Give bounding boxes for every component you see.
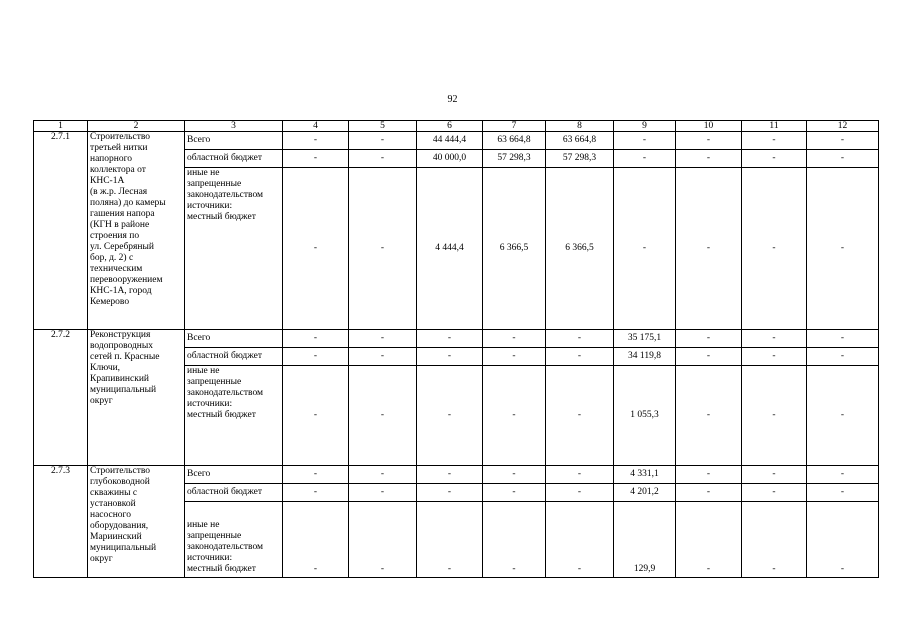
value-cell: - [349, 366, 417, 466]
funding-source: иные не запрещенные законодательством источники: местный бюджет [185, 502, 283, 578]
value-cell: - [742, 484, 807, 502]
row-code: 2.7.2 [34, 330, 88, 466]
funding-source: иные не запрещенные законодательством источники: местный бюджет [185, 366, 283, 466]
funding-source: областной бюджет [185, 348, 283, 366]
value-cell: - [676, 150, 742, 168]
value-cell: - [349, 348, 417, 366]
value-cell: - [807, 366, 879, 466]
funding-source: иные не запрещенные законодательством источники: местный бюджет [185, 168, 283, 330]
column-header: 12 [807, 121, 879, 132]
column-header: 8 [546, 121, 614, 132]
value-cell: 57 298,3 [483, 150, 546, 168]
column-header: 4 [283, 121, 349, 132]
value-cell: - [742, 132, 807, 150]
value-cell: - [546, 502, 614, 578]
funding-source: Всего [185, 330, 283, 348]
value-cell: 4 331,1 [614, 466, 676, 484]
column-header: 9 [614, 121, 676, 132]
value-cell: - [283, 466, 349, 484]
value-cell: - [349, 502, 417, 578]
value-cell: - [546, 484, 614, 502]
value-cell: - [546, 366, 614, 466]
value-cell: 4 201,2 [614, 484, 676, 502]
value-cell: - [483, 348, 546, 366]
value-cell: - [742, 348, 807, 366]
funding-source: областной бюджет [185, 150, 283, 168]
value-cell: - [349, 168, 417, 330]
value-cell: - [742, 168, 807, 330]
value-cell: - [283, 132, 349, 150]
row-code: 2.7.1 [34, 132, 88, 330]
table-row [34, 330, 879, 348]
value-cell: 6 366,5 [546, 168, 614, 330]
value-cell: - [349, 132, 417, 150]
value-cell: - [676, 168, 742, 330]
table-row [34, 466, 879, 484]
value-cell: - [807, 348, 879, 366]
funding-source: Всего [185, 132, 283, 150]
value-cell: 1 055,3 [614, 366, 676, 466]
value-cell: - [417, 484, 483, 502]
value-cell: - [283, 502, 349, 578]
value-cell: - [349, 150, 417, 168]
value-cell: - [676, 366, 742, 466]
value-cell: - [483, 484, 546, 502]
funding-source: Всего [185, 466, 283, 484]
value-cell: - [349, 484, 417, 502]
column-header: 5 [349, 121, 417, 132]
value-cell: - [676, 466, 742, 484]
funding-source: областной бюджет [185, 484, 283, 502]
value-cell: - [742, 366, 807, 466]
column-header: 11 [742, 121, 807, 132]
value-cell: - [483, 366, 546, 466]
object-name: Строительство третьей нитки напорного коллектора от КНС-1А (в ж.р. Лесная поляна) до камеры гашения напора (КГН в районе строения по ул. Серебряный бор, д. 2) с техническим перевооружением КНС-1А, город Кемерово [88, 132, 185, 330]
value-cell: - [807, 330, 879, 348]
value-cell: - [807, 484, 879, 502]
value-cell: 57 298,3 [546, 150, 614, 168]
object-name: Строительство глубоководной скважины с установкой насосного оборудования, Мариинский муниципальный округ [88, 466, 185, 578]
value-cell: - [546, 466, 614, 484]
value-cell: 35 175,1 [614, 330, 676, 348]
value-cell: - [807, 502, 879, 578]
value-cell: - [742, 502, 807, 578]
value-cell: 4 444,4 [417, 168, 483, 330]
value-cell: - [807, 466, 879, 484]
value-cell: - [546, 330, 614, 348]
value-cell: 44 444,4 [417, 132, 483, 150]
value-cell: - [742, 466, 807, 484]
value-cell: 6 366,5 [483, 168, 546, 330]
value-cell: - [807, 168, 879, 330]
value-cell: - [349, 330, 417, 348]
value-cell: - [676, 132, 742, 150]
value-cell: - [417, 366, 483, 466]
value-cell: - [417, 502, 483, 578]
value-cell: 63 664,8 [546, 132, 614, 150]
value-cell: - [283, 484, 349, 502]
value-cell: - [614, 168, 676, 330]
table-row [34, 132, 879, 150]
value-cell: - [283, 366, 349, 466]
value-cell: 40 000,0 [417, 150, 483, 168]
value-cell: 63 664,8 [483, 132, 546, 150]
value-cell: - [483, 330, 546, 348]
value-cell: - [807, 132, 879, 150]
value-cell: - [283, 348, 349, 366]
value-cell: 34 119,8 [614, 348, 676, 366]
value-cell: - [546, 348, 614, 366]
budget-table [33, 120, 879, 578]
value-cell: - [283, 168, 349, 330]
value-cell: - [614, 132, 676, 150]
column-header: 1 [34, 121, 88, 132]
value-cell: - [417, 348, 483, 366]
value-cell: - [742, 330, 807, 348]
row-code: 2.7.3 [34, 466, 88, 578]
column-header: 7 [483, 121, 546, 132]
value-cell: 129,9 [614, 502, 676, 578]
value-cell: - [676, 348, 742, 366]
value-cell: - [614, 150, 676, 168]
column-header: 3 [185, 121, 283, 132]
value-cell: - [676, 330, 742, 348]
value-cell: - [742, 150, 807, 168]
object-name: Реконструкция водопроводных сетей п. Красные Ключи, Крапивинский муниципальный округ [88, 330, 185, 466]
column-header: 6 [417, 121, 483, 132]
value-cell: - [483, 502, 546, 578]
value-cell: - [676, 502, 742, 578]
value-cell: - [283, 330, 349, 348]
value-cell: - [676, 484, 742, 502]
column-header: 10 [676, 121, 742, 132]
value-cell: - [417, 330, 483, 348]
column-number-row [34, 121, 879, 132]
value-cell: - [483, 466, 546, 484]
value-cell: - [417, 466, 483, 484]
value-cell: - [283, 150, 349, 168]
column-header: 2 [88, 121, 185, 132]
value-cell: - [807, 150, 879, 168]
value-cell: - [349, 466, 417, 484]
page-number: 92 [447, 94, 458, 105]
